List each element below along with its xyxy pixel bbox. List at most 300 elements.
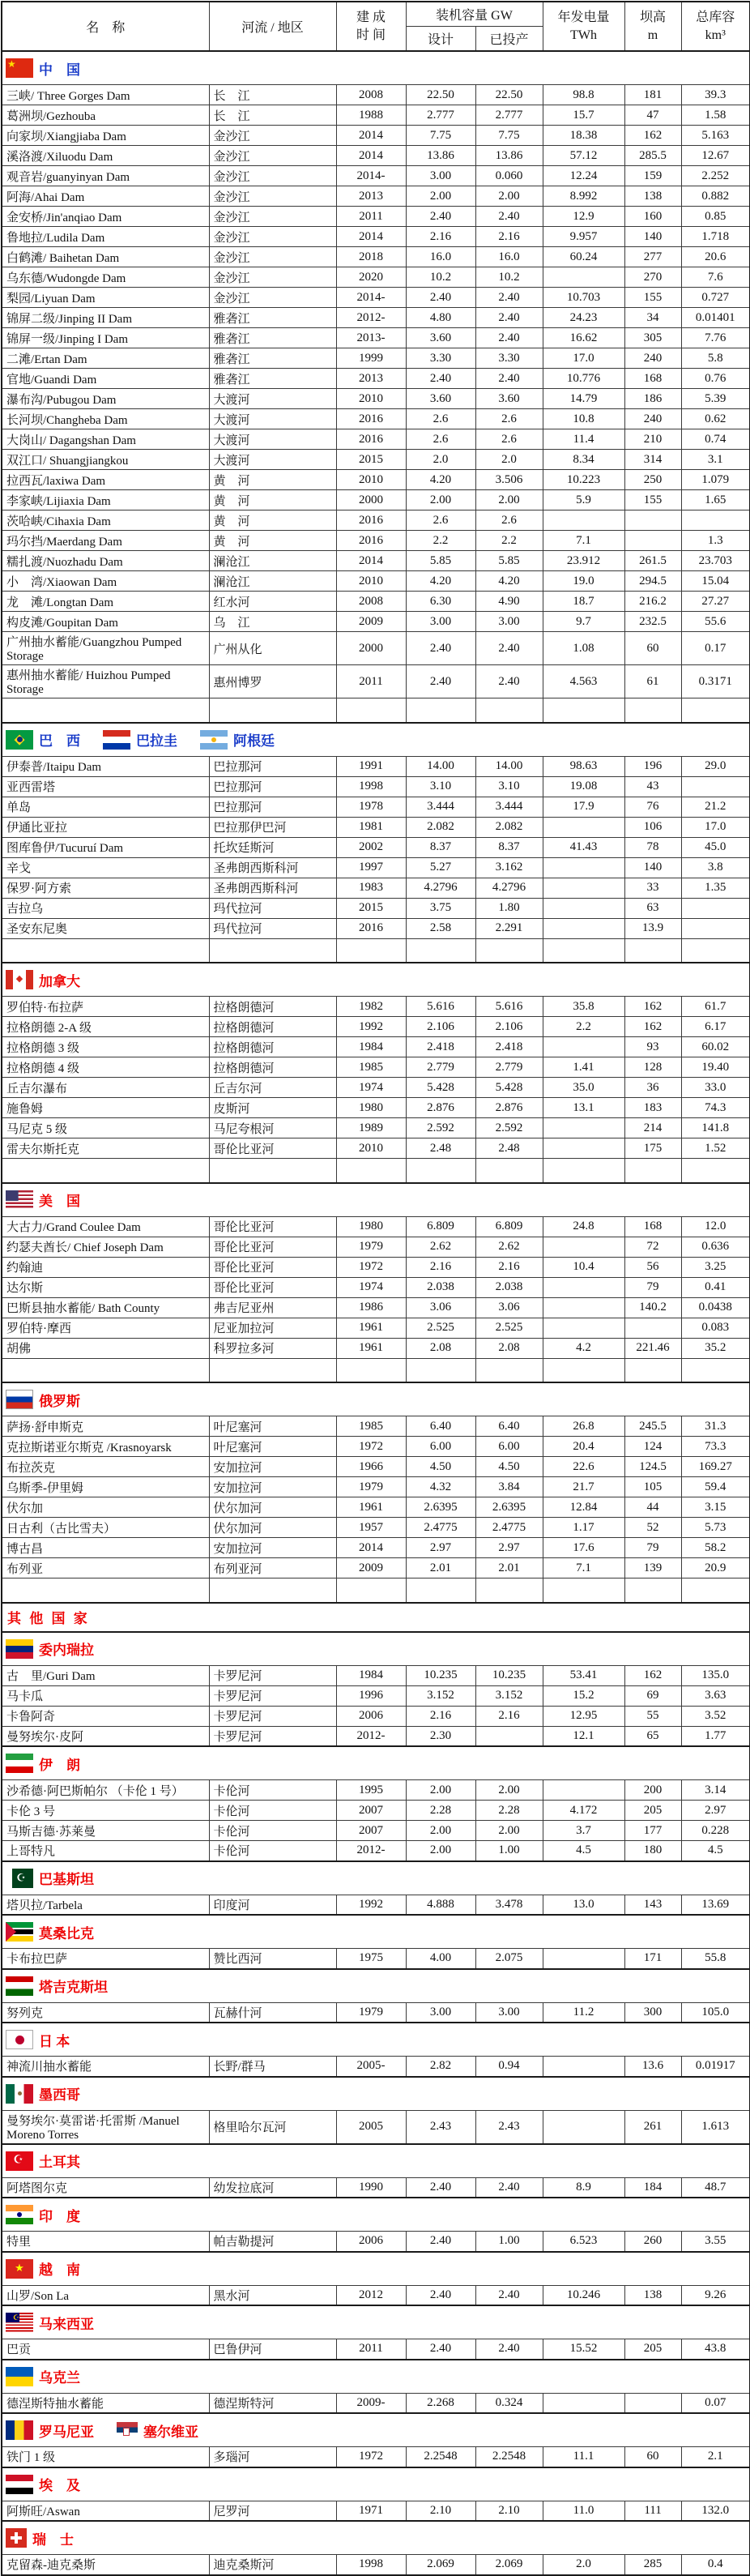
country-header-row: [2, 723, 750, 757]
cell-year: 1961: [336, 1318, 406, 1338]
cell-storage: 20.6: [681, 247, 750, 267]
cell-design: 2.525: [406, 1318, 475, 1338]
cell-river: 卡罗尼河: [209, 1726, 336, 1746]
cell-storage: 3.8: [681, 857, 750, 878]
cell-name: 曼努埃尔·皮阿: [2, 1726, 209, 1746]
cell-river: 幼发拉底河: [209, 2177, 336, 2198]
cell-commissioned: 1.00: [475, 1841, 543, 1861]
empty-cell: [681, 1159, 750, 1183]
cell-commissioned: 2.6: [475, 429, 543, 450]
cell-river: 托坎廷斯河: [209, 837, 336, 857]
cell-commissioned: 2.6: [475, 409, 543, 429]
cell-year: 1980: [336, 1216, 406, 1237]
country-label: 委内瑞拉: [39, 1643, 94, 1658]
cell-commissioned: 7.75: [475, 126, 543, 146]
cell-river: 印度河: [209, 1895, 336, 1915]
cell-name: 达尔斯: [2, 1277, 209, 1297]
column-header-generation: [543, 2, 624, 51]
cell-name: 瀑布沟/Pubugou Dam: [2, 389, 209, 409]
cell-height: 13.6: [624, 2057, 681, 2077]
cell-storage: [681, 918, 750, 938]
table-row: [2, 85, 750, 105]
cell-river: 卡伦河: [209, 1821, 336, 1841]
cell-design: 4.20: [406, 470, 475, 490]
cell-year: 2011: [336, 665, 406, 698]
cell-river: 尼罗河: [209, 2501, 336, 2521]
cell-year: 1998: [336, 2555, 406, 2575]
cell-storage: 33.0: [681, 1078, 750, 1098]
cell-height: 160: [624, 207, 681, 227]
cell-name: 茨哈峡/Cihaxia Dam: [2, 511, 209, 531]
table-row: [2, 308, 750, 328]
cell-name: 金安桥/Jin'anqiao Dam: [2, 207, 209, 227]
cell-year: 2014-: [336, 166, 406, 186]
cell-design: 2.038: [406, 1277, 475, 1297]
cell-river: 卡罗尼河: [209, 1706, 336, 1726]
cell-river: 长野/群马: [209, 2057, 336, 2077]
cell-year: 2008: [336, 85, 406, 105]
cell-river: 巴鲁伊河: [209, 2339, 336, 2360]
country-label: 瑞 士: [32, 2531, 74, 2548]
cell-height: 36: [624, 1078, 681, 1098]
cell-commissioned: 2.291: [475, 918, 543, 938]
table-row: [2, 1416, 750, 1437]
cell-river: 金沙江: [209, 207, 336, 227]
table-row: [2, 1457, 750, 1477]
cell-storage: 12.67: [681, 146, 750, 166]
cell-name: 玛尔挡/Maerdang Dam: [2, 531, 209, 551]
cell-generation: 18.7: [543, 592, 624, 612]
flag-malaysia-icon: [6, 2313, 33, 2332]
cell-river: 大渡河: [209, 409, 336, 429]
cell-name: 胡佛: [2, 1338, 209, 1358]
cell-generation: 6.523: [543, 2232, 624, 2252]
country-header-row: [2, 2467, 750, 2501]
cell-generation: 8.34: [543, 450, 624, 470]
cell-commissioned: 2.40: [475, 207, 543, 227]
empty-cell: [336, 1578, 406, 1603]
cell-storage: 5.163: [681, 126, 750, 146]
cell-year: 1982: [336, 997, 406, 1017]
cell-design: 8.37: [406, 837, 475, 857]
table-row: [2, 429, 750, 450]
cell-name: 伊通比亚拉: [2, 817, 209, 837]
cell-storage: 3.15: [681, 1497, 750, 1518]
cell-storage: 58.2: [681, 1538, 750, 1558]
cell-storage: 5.8: [681, 348, 750, 369]
cell-name: 古 里/Guri Dam: [2, 1665, 209, 1685]
cell-height: 106: [624, 817, 681, 837]
cell-storage: 43.8: [681, 2339, 750, 2360]
flag-china-icon: [6, 58, 33, 78]
country-label: 加拿大: [39, 973, 80, 989]
cell-storage: 31.3: [681, 1416, 750, 1437]
flag-turkey-icon: [6, 2151, 33, 2171]
cell-height: 200: [624, 1780, 681, 1801]
cell-height: 128: [624, 1057, 681, 1078]
cell-river: 弗吉尼亚州: [209, 1297, 336, 1318]
cell-generation: 9.957: [543, 227, 624, 247]
cell-generation: 21.7: [543, 1477, 624, 1497]
cell-design: 2.10: [406, 2501, 475, 2521]
cell-design: 2.777: [406, 105, 475, 126]
cell-name: 单岛: [2, 797, 209, 817]
cell-commissioned: 3.00: [475, 2002, 543, 2023]
cell-height: 305: [624, 328, 681, 348]
cell-height: 93: [624, 1037, 681, 1057]
cell-commissioned: 0.324: [475, 2393, 543, 2413]
cell-year: 1995: [336, 1780, 406, 1801]
cell-generation: [543, 2393, 624, 2413]
table-row: [2, 1277, 750, 1297]
cell-name: 葛洲坝/Gezhouba: [2, 105, 209, 126]
cell-design: 10.235: [406, 1665, 475, 1685]
cell-storage: 20.9: [681, 1558, 750, 1578]
cell-river: 叶尼塞河: [209, 1437, 336, 1457]
cell-height: 155: [624, 490, 681, 511]
cell-storage: 55.8: [681, 1949, 750, 1969]
cell-design: 2.418: [406, 1037, 475, 1057]
cell-storage: 17.0: [681, 817, 750, 837]
table-row: [2, 389, 750, 409]
cell-design: 3.75: [406, 898, 475, 918]
cell-commissioned: 2.592: [475, 1118, 543, 1138]
cell-name: 沙希德·阿巴斯帕尔 （卡伦 1 号）: [2, 1780, 209, 1801]
cell-height: 221.46: [624, 1338, 681, 1358]
separator-row: [2, 698, 750, 723]
country-label: 莫桑比克: [39, 1925, 94, 1942]
cell-storage: 0.636: [681, 1237, 750, 1257]
country-header-cell: [2, 1969, 750, 2003]
cell-design: 2.43: [406, 2110, 475, 2144]
country-label: 塔吉克斯坦: [39, 1980, 108, 1995]
cell-generation: 60.24: [543, 247, 624, 267]
cell-year: 2016: [336, 918, 406, 938]
cell-commissioned: 5.85: [475, 551, 543, 571]
flag-canada-icon: [6, 970, 33, 989]
cell-name: 图库鲁伊/Tucuruí Dam: [2, 837, 209, 857]
cell-generation: 1.08: [543, 632, 624, 665]
cell-year: 2020: [336, 267, 406, 288]
cell-design: 2.082: [406, 817, 475, 837]
cell-storage: 1.3: [681, 531, 750, 551]
cell-generation: 18.38: [543, 126, 624, 146]
country-header-row: [2, 2077, 750, 2111]
cell-height: 300: [624, 2002, 681, 2023]
cell-height: 52: [624, 1518, 681, 1538]
table-row: [2, 2393, 750, 2413]
flag-switzerland-icon: [6, 2528, 27, 2548]
cell-year: 1974: [336, 1078, 406, 1098]
country-header-cell: [2, 2305, 750, 2339]
cell-generation: 57.12: [543, 146, 624, 166]
cell-generation: 11.1: [543, 2447, 624, 2467]
flag-ukraine-icon: [6, 2367, 33, 2386]
cell-year: 1980: [336, 1098, 406, 1118]
cell-generation: 17.9: [543, 797, 624, 817]
country-header-row: [2, 2413, 750, 2447]
cell-generation: 2.2: [543, 1017, 624, 1037]
table-row: [2, 531, 750, 551]
cell-generation: 12.9: [543, 207, 624, 227]
cell-design: 2.16: [406, 1706, 475, 1726]
cell-year: 2011: [336, 207, 406, 227]
cell-generation: 53.41: [543, 1665, 624, 1685]
cell-commissioned: 2.16: [475, 1706, 543, 1726]
cell-commissioned: 2.08: [475, 1338, 543, 1358]
cell-year: 2002: [336, 837, 406, 857]
cell-name: 上哥特凡: [2, 1841, 209, 1861]
cell-name: 乌斯季-伊里姆: [2, 1477, 209, 1497]
empty-cell: [2, 1159, 209, 1183]
cell-storage: 6.17: [681, 1017, 750, 1037]
column-header-commissioned: 已投产: [475, 27, 543, 52]
cell-generation: 35.8: [543, 997, 624, 1017]
section-label: 其 他 国 家: [7, 1611, 90, 1626]
table-row: [2, 186, 750, 207]
cell-river: 金沙江: [209, 227, 336, 247]
cell-river: 叶尼塞河: [209, 1416, 336, 1437]
cell-generation: 24.8: [543, 1216, 624, 1237]
cell-year: 2006: [336, 2232, 406, 2252]
table-row: [2, 797, 750, 817]
cell-commissioned: 4.90: [475, 592, 543, 612]
empty-cell: [336, 1159, 406, 1183]
cell-commissioned: 3.10: [475, 776, 543, 797]
country-header-cell: [2, 1861, 750, 1895]
cell-name: 克拉斯诺亚尔斯克 /Krasnoyarsk: [2, 1437, 209, 1457]
country-header-row: [2, 51, 750, 85]
cell-name: 布拉茨克: [2, 1457, 209, 1477]
cell-height: 105: [624, 1477, 681, 1497]
empty-cell: [543, 698, 624, 723]
cell-name: 梨园/Liyuan Dam: [2, 288, 209, 308]
country-header-row: [2, 2023, 750, 2057]
table-row: [2, 1437, 750, 1457]
cell-commissioned: 2.62: [475, 1237, 543, 1257]
cell-storage: 29.0: [681, 756, 750, 776]
cell-river: 尼亚加拉河: [209, 1318, 336, 1338]
cell-year: 2014: [336, 227, 406, 247]
cell-river: 玛代拉河: [209, 898, 336, 918]
table-row: [2, 1497, 750, 1518]
cell-name: 卡布拉巴萨: [2, 1949, 209, 1969]
cell-generation: 12.95: [543, 1706, 624, 1726]
country-label: 美 国: [39, 1194, 80, 1209]
cell-design: 2.40: [406, 665, 475, 698]
cell-design: 13.86: [406, 146, 475, 166]
cell-commissioned: 2.00: [475, 490, 543, 511]
cell-name: 卡鲁阿奇: [2, 1706, 209, 1726]
section-header-cell: [2, 1603, 750, 1632]
cell-height: 175: [624, 1138, 681, 1159]
cell-storage: 5.39: [681, 389, 750, 409]
cell-generation: 19.0: [543, 571, 624, 592]
empty-cell: [336, 938, 406, 963]
cell-name: 布列亚: [2, 1558, 209, 1578]
country-label: 土耳其: [39, 2155, 80, 2170]
cell-river: 科罗拉多河: [209, 1338, 336, 1358]
cell-commissioned: 1.80: [475, 898, 543, 918]
cell-height: 177: [624, 1821, 681, 1841]
cell-storage: 9.26: [681, 2285, 750, 2305]
cell-storage: 27.27: [681, 592, 750, 612]
cell-generation: 10.4: [543, 1257, 624, 1277]
flag-vietnam-icon: [6, 2259, 33, 2279]
table-row: [2, 105, 750, 126]
empty-cell: [543, 1159, 624, 1183]
cell-design: 2.00: [406, 1841, 475, 1861]
cell-commissioned: 3.444: [475, 797, 543, 817]
cell-name: 乌东德/Wudongde Dam: [2, 267, 209, 288]
table-row: [2, 1538, 750, 1558]
empty-cell: [624, 698, 681, 723]
table-row: [2, 632, 750, 665]
cell-year: 2016: [336, 429, 406, 450]
cell-generation: 17.6: [543, 1538, 624, 1558]
cell-height: 60: [624, 2447, 681, 2467]
cell-height: 162: [624, 1665, 681, 1685]
cell-name: 锦屏二级/Jinping II Dam: [2, 308, 209, 328]
country-header-row: [2, 1969, 750, 2003]
cell-height: [624, 511, 681, 531]
table-row: [2, 612, 750, 632]
cell-height: [624, 531, 681, 551]
cell-commissioned: 16.0: [475, 247, 543, 267]
cell-generation: 24.23: [543, 308, 624, 328]
cell-generation: 2.0: [543, 2555, 624, 2575]
cell-design: 6.40: [406, 1416, 475, 1437]
cell-year: 2015: [336, 898, 406, 918]
column-header-name: 名 称: [2, 2, 209, 51]
cell-year: 1957: [336, 1518, 406, 1538]
empty-cell: [2, 698, 209, 723]
cell-generation: 10.246: [543, 2285, 624, 2305]
cell-storage: 0.01917: [681, 2057, 750, 2077]
flag-argentina-icon: [200, 730, 228, 750]
cell-storage: 0.74: [681, 429, 750, 450]
column-header-height-line1: 坝高: [640, 10, 667, 24]
cell-height: 138: [624, 186, 681, 207]
cell-name: 巴斯县抽水蓄能/ Bath County: [2, 1297, 209, 1318]
country-label: 印 度: [39, 2208, 80, 2224]
cell-river: 拉格朗德河: [209, 1057, 336, 1078]
country-header-row: [2, 963, 750, 997]
cell-design: 5.27: [406, 857, 475, 878]
cell-commissioned: 2.97: [475, 1538, 543, 1558]
table-row: [2, 2285, 750, 2305]
country-label: 马来西亚: [39, 2316, 94, 2332]
cell-design: 5.85: [406, 551, 475, 571]
empty-cell: [681, 698, 750, 723]
cell-commissioned: 3.162: [475, 857, 543, 878]
cell-generation: 8.992: [543, 186, 624, 207]
cell-commissioned: 2.40: [475, 369, 543, 389]
cell-name: 日古利（古比雪夫）: [2, 1518, 209, 1538]
cell-generation: 15.52: [543, 2339, 624, 2360]
cell-height: 140: [624, 227, 681, 247]
cell-commissioned: 2.2548: [475, 2447, 543, 2467]
cell-design: 2.16: [406, 1257, 475, 1277]
cell-year: 2011: [336, 2339, 406, 2360]
cell-river: 布列亚河: [209, 1558, 336, 1578]
cell-storage: 7.76: [681, 328, 750, 348]
cell-design: 4.80: [406, 308, 475, 328]
cell-year: 2007: [336, 1801, 406, 1821]
cell-storage: 7.6: [681, 267, 750, 288]
cell-design: 2.40: [406, 2285, 475, 2305]
cell-design: 2.00: [406, 186, 475, 207]
cell-year: 2005: [336, 2110, 406, 2144]
cell-height: 33: [624, 878, 681, 898]
cell-design: 2.01: [406, 1558, 475, 1578]
cell-height: 34: [624, 308, 681, 328]
cell-height: 60: [624, 632, 681, 665]
cell-generation: [543, 898, 624, 918]
country-label: 乌克兰: [39, 2370, 80, 2386]
flag-usa-icon: [6, 1190, 33, 1210]
cell-name: 吉拉乌: [2, 898, 209, 918]
country-header-cell: [2, 1632, 750, 1666]
cell-year: 1972: [336, 1257, 406, 1277]
cell-year: 2014: [336, 146, 406, 166]
table-row: [2, 207, 750, 227]
cell-height: 285: [624, 2555, 681, 2575]
cell-name: 铁门 1 级: [2, 2447, 209, 2467]
cell-name: 溪洛渡/Xiluodu Dam: [2, 146, 209, 166]
cell-design: 3.00: [406, 612, 475, 632]
cell-storage: 3.55: [681, 2232, 750, 2252]
country-header-cell: [2, 2198, 750, 2232]
cell-name: 龙 滩/Longtan Dam: [2, 592, 209, 612]
table-row: [2, 1338, 750, 1358]
table-row: [2, 267, 750, 288]
cell-name: 阿斯旺/Aswan: [2, 2501, 209, 2521]
cell-year: 1984: [336, 1037, 406, 1057]
cell-year: 2010: [336, 571, 406, 592]
cell-year: 1984: [336, 1665, 406, 1685]
country-label: 伊 朗: [39, 1757, 80, 1773]
country-header-row: [2, 1382, 750, 1416]
cell-name: 施鲁姆: [2, 1098, 209, 1118]
country-header-cell: [2, 51, 750, 85]
empty-cell: [681, 938, 750, 963]
table-row: [2, 1665, 750, 1685]
empty-cell: [209, 938, 336, 963]
cell-height: 47: [624, 105, 681, 126]
cell-storage: [681, 898, 750, 918]
cell-commissioned: 22.50: [475, 85, 543, 105]
cell-commissioned: 2.40: [475, 2285, 543, 2305]
cell-commissioned: 2.10: [475, 2501, 543, 2521]
cell-storage: 3.14: [681, 1780, 750, 1801]
country-label: 墨西哥: [39, 2087, 80, 2103]
country-header-cell: [2, 2252, 750, 2286]
cell-height: 69: [624, 1685, 681, 1706]
cell-year: 2014: [336, 1538, 406, 1558]
cell-generation: 98.8: [543, 85, 624, 105]
column-header-capacity: 装机容量 GW: [406, 2, 543, 27]
cell-commissioned: 2.40: [475, 2177, 543, 2198]
cell-commissioned: 2.038: [475, 1277, 543, 1297]
cell-height: 184: [624, 2177, 681, 2198]
cell-height: 56: [624, 1257, 681, 1277]
cell-name: 伏尔加: [2, 1497, 209, 1518]
country-header-cell: [2, 2413, 750, 2447]
cell-storage: [681, 776, 750, 797]
empty-cell: [475, 1358, 543, 1382]
country-header-row: [2, 2252, 750, 2286]
